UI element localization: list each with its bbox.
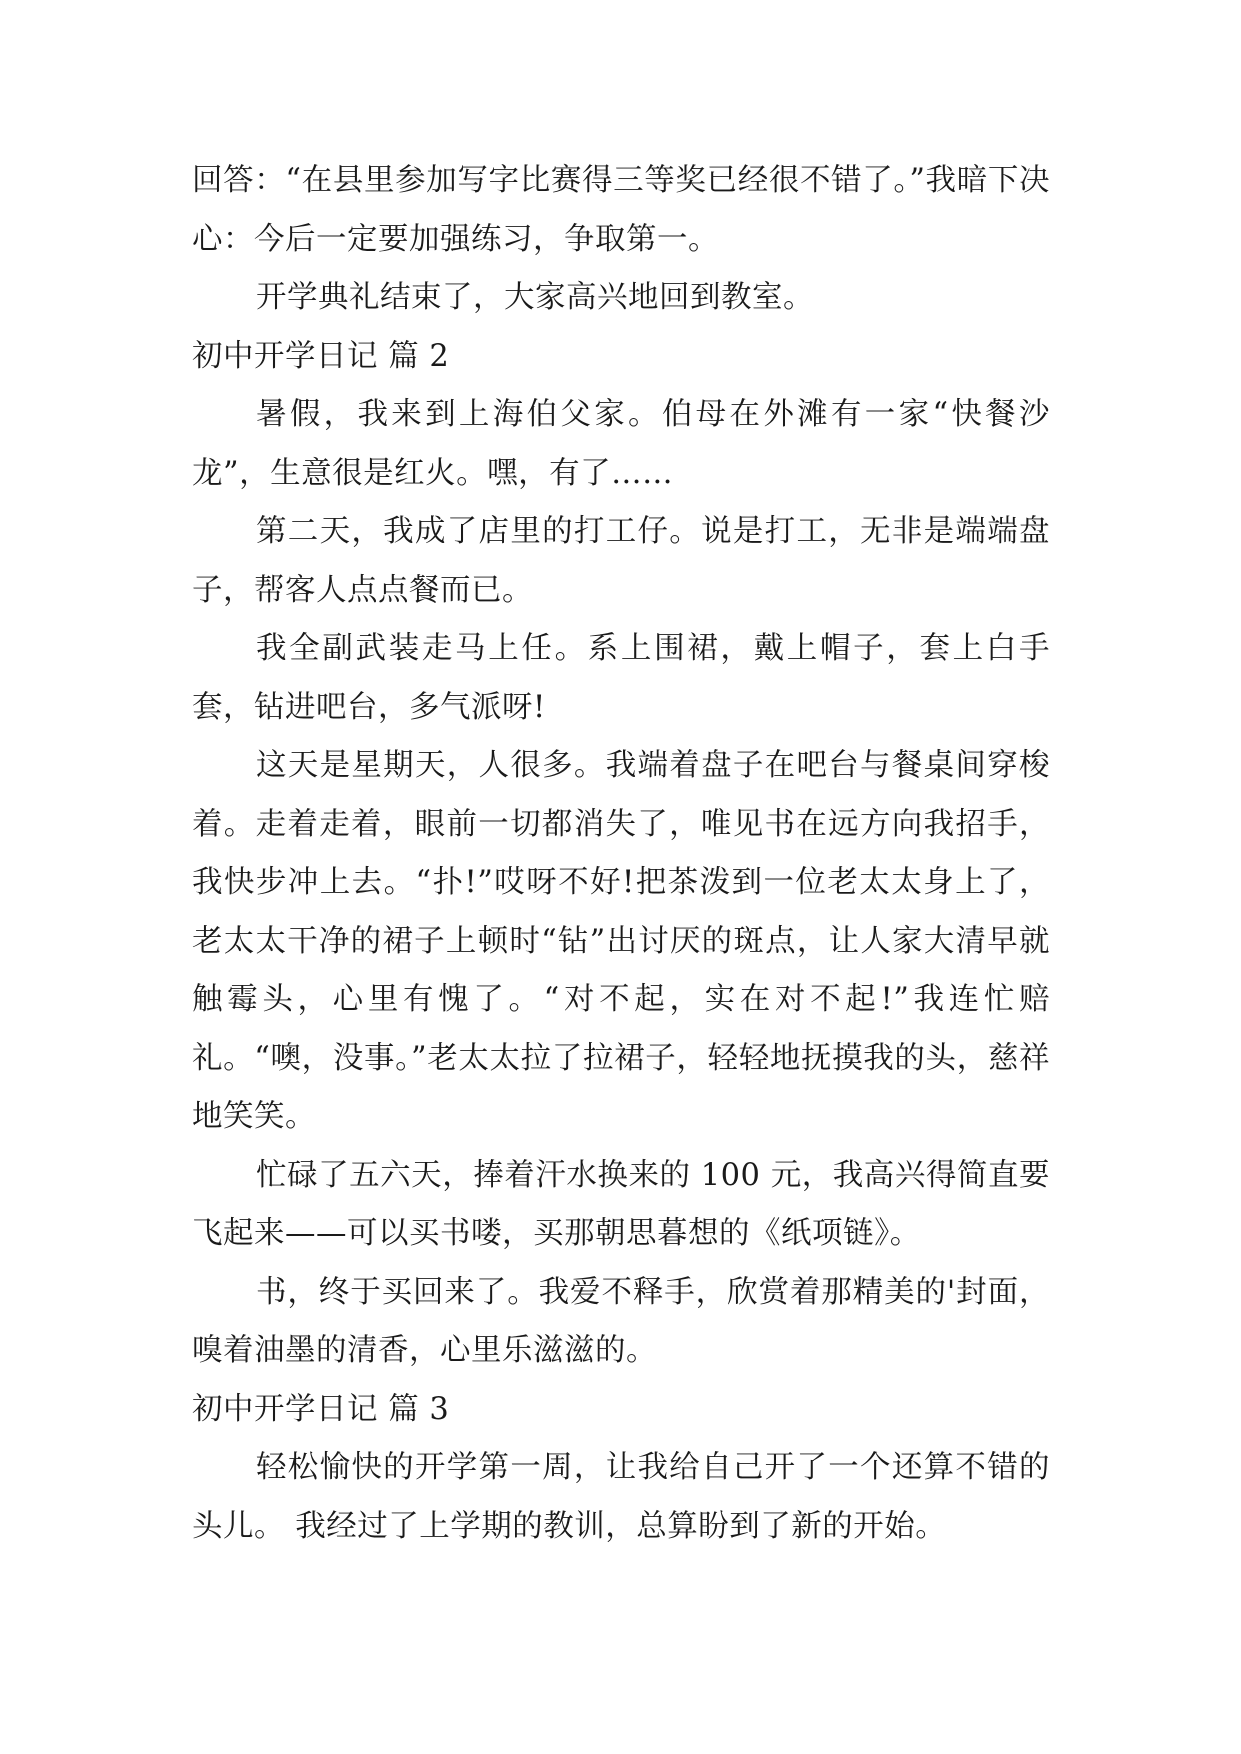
document-body (192, 152, 1050, 1556)
section-heading: 初中开学日记 篇 3 (192, 1391, 450, 1427)
body-paragraph: 我全副武装走马上任。系上围裙，戴上帽子，套上白手套，钻进吧台，多气派呀! (192, 631, 1050, 725)
section-heading: 初中开学日记 篇 2 (192, 338, 450, 374)
body-paragraph: 这天是星期天，人很多。我端着盘子在吧台与餐桌间穿梭着。走着走着，眼前一切都消失了，唯见书在远方向我招手，我快步冲上去。“扑!”哎呀不好!把茶泼到一位老太太身上了，老太太干净的裙子上顿时“钻”出讨厌的斑点，让人家大清早就触霉头，心里有愧了。“对不起，实在对不起!”我连忙赔礼。“噢，没事。”老太太拉了拉裙子，轻轻地抚摸我的头，慈祥地笑笑。 (192, 748, 1050, 1134)
continuation-paragraph: 回答：“在县里参加写字比赛得三等奖已经很不错了。”我暗下决心：今后一定要加强练习，争取第一。 (192, 163, 1050, 257)
body-paragraph: 书，终于买回来了。我爱不释手，欣赏着那精美的'封面，嗅着油墨的清香，心里乐滋滋的。 (192, 1274, 1050, 1368)
body-paragraph: 忙碌了五六天，捧着汗水换来的 100 元，我高兴得简直要飞起来——可以买书喽，买那朝思暮想的《纸项链》。 (192, 1157, 1050, 1251)
body-paragraph: 暑假，我来到上海伯父家。伯母在外滩有一家“快餐沙龙”，生意很是红火。嘿，有了…… (192, 397, 1050, 491)
body-paragraph: 开学典礼结束了，大家高兴地回到教室。 (256, 280, 814, 315)
body-paragraph: 第二天，我成了店里的打工仔。说是打工，无非是端端盘子，帮客人点点餐而已。 (192, 514, 1050, 608)
body-paragraph: 轻松愉快的开学第一周，让我给自己开了一个还算不错的头儿。 我经过了上学期的教训，总算盼到了新的开始。 (192, 1450, 1050, 1544)
